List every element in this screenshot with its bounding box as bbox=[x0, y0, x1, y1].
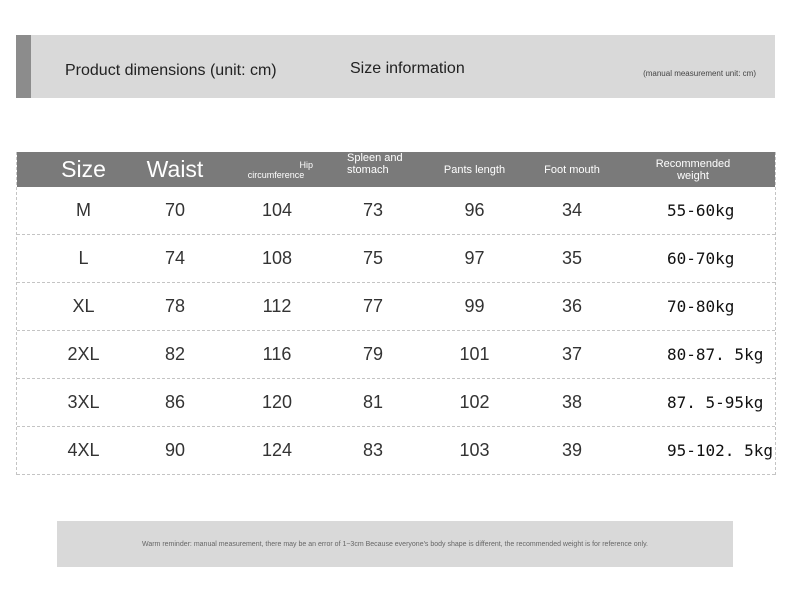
size-table bbox=[16, 152, 776, 475]
cell-weight: 55-60kg bbox=[667, 201, 735, 220]
cell-hip: 108 bbox=[261, 248, 293, 268]
cell-pants-length: 101 bbox=[459, 344, 490, 364]
cell-hip: 116 bbox=[262, 344, 292, 364]
table-body bbox=[17, 187, 775, 475]
cell-weight: 70-80kg bbox=[667, 297, 735, 316]
cell-spleen: 77 bbox=[362, 296, 384, 316]
cell-pants-length: 102 bbox=[459, 392, 490, 412]
page-title: Product dimensions (unit: cm) bbox=[65, 62, 277, 79]
cell-spleen: 75 bbox=[362, 248, 384, 268]
cell-size: 3XL bbox=[67, 392, 100, 412]
cell-pants-length: 97 bbox=[464, 248, 485, 268]
title-banner bbox=[16, 35, 775, 98]
cell-hip: 112 bbox=[262, 296, 292, 316]
header-foot-mouth: Foot mouth bbox=[544, 163, 600, 176]
cell-waist: 86 bbox=[164, 392, 186, 412]
header-hip-line2: circumference bbox=[247, 169, 305, 180]
header-waist: Waist bbox=[146, 156, 204, 182]
header-weight-line2: weight bbox=[677, 169, 709, 182]
cell-waist: 82 bbox=[164, 344, 186, 364]
reminder-box bbox=[57, 521, 733, 567]
cell-foot-mouth: 38 bbox=[561, 392, 583, 412]
cell-foot-mouth: 39 bbox=[561, 440, 583, 460]
cell-hip: 120 bbox=[261, 392, 293, 412]
table-header bbox=[17, 152, 775, 187]
cell-pants-length: 99 bbox=[464, 296, 485, 316]
header-spleen bbox=[347, 152, 417, 187]
cell-foot-mouth: 34 bbox=[561, 200, 583, 220]
cell-waist: 90 bbox=[164, 440, 186, 460]
cell-size: 4XL bbox=[67, 440, 100, 460]
cell-hip: 124 bbox=[261, 440, 293, 460]
cell-weight: 80-87. 5kg bbox=[667, 345, 764, 364]
header-weight bbox=[637, 152, 749, 187]
header-hip-line1: Hip bbox=[299, 159, 313, 170]
accent-bar bbox=[16, 35, 31, 98]
table-row bbox=[17, 379, 775, 427]
reminder-text: Warm reminder: manual measurement, there may be an error of 1~3cm Because everyone's body shape is different, the recommended weight is for reference only. bbox=[141, 540, 649, 548]
unit-note: (manual measurement unit: cm) bbox=[643, 69, 756, 78]
cell-foot-mouth: 36 bbox=[561, 296, 583, 316]
cell-size: 2XL bbox=[67, 344, 100, 364]
cell-waist: 74 bbox=[164, 248, 186, 268]
cell-waist: 70 bbox=[164, 200, 186, 220]
cell-pants-length: 96 bbox=[464, 200, 485, 220]
table-row bbox=[17, 331, 775, 379]
cell-spleen: 83 bbox=[362, 440, 384, 460]
cell-foot-mouth: 35 bbox=[561, 248, 583, 268]
cell-pants-length: 103 bbox=[459, 440, 490, 460]
header-size: Size bbox=[61, 156, 106, 182]
table-row bbox=[17, 187, 775, 235]
cell-weight: 60-70kg bbox=[667, 249, 735, 268]
cell-size: XL bbox=[72, 296, 95, 316]
header-spleen-line2: stomach bbox=[347, 164, 389, 176]
cell-spleen: 73 bbox=[362, 200, 384, 220]
cell-spleen: 81 bbox=[362, 392, 384, 412]
header-weight-line1: Recommended bbox=[655, 157, 731, 170]
table-row bbox=[17, 427, 775, 475]
section-title: Size information bbox=[350, 60, 465, 77]
header-spleen-line1: Spleen and bbox=[347, 152, 403, 164]
header-hip bbox=[231, 152, 321, 187]
header-pants-length: Pants length bbox=[443, 163, 506, 176]
cell-weight: 87. 5-95kg bbox=[667, 393, 764, 412]
cell-size: L bbox=[78, 248, 89, 268]
cell-waist: 78 bbox=[164, 296, 186, 316]
cell-weight: 95-102. 5kg bbox=[667, 441, 773, 460]
cell-size: M bbox=[76, 200, 91, 220]
cell-spleen: 79 bbox=[362, 344, 384, 364]
table-row bbox=[17, 235, 775, 283]
cell-foot-mouth: 37 bbox=[561, 344, 583, 364]
cell-hip: 104 bbox=[261, 200, 293, 220]
table-row bbox=[17, 283, 775, 331]
